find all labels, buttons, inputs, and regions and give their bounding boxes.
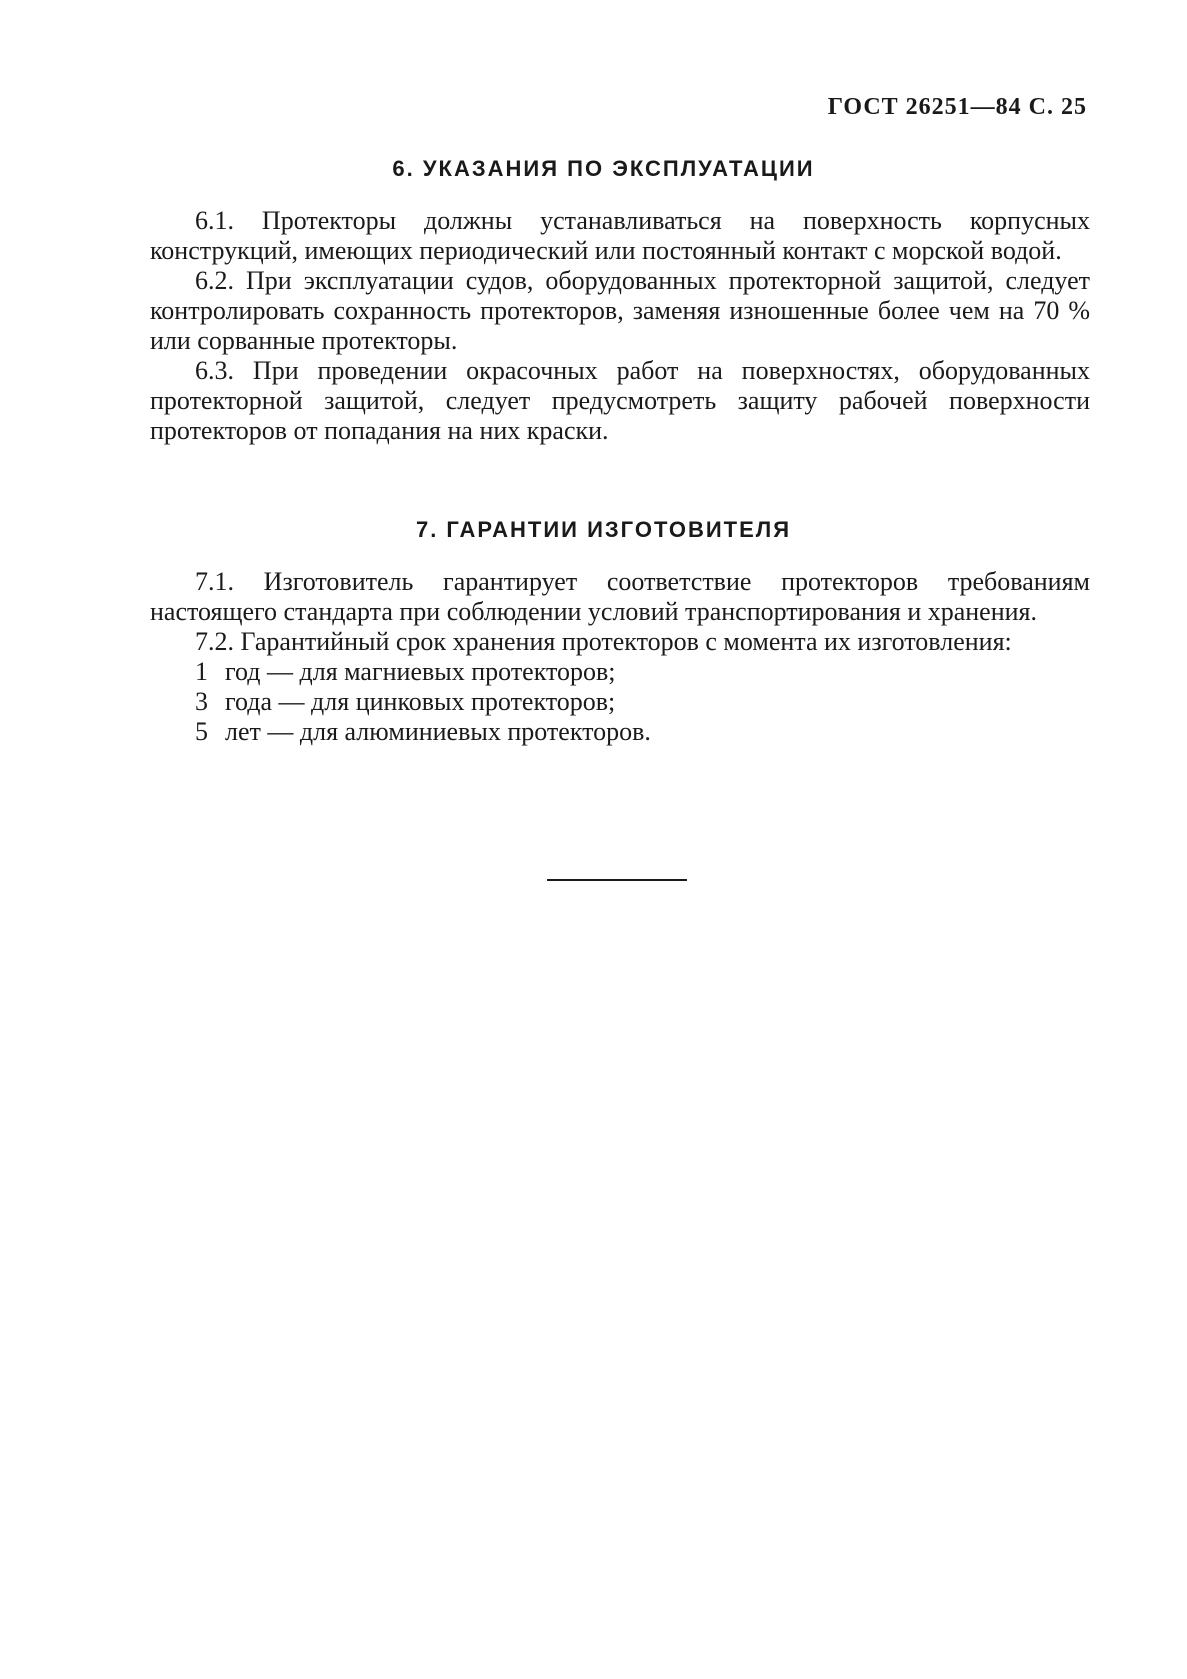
paragraph-7-2: 7.2. Гарантийный срок хранения протекторов с момента их изготовления:	[195, 627, 1012, 656]
paragraph-6-3: 6.3. При проведении окрасочных работ на поверхностях, оборудованных протекторной защитой, следует предусмотреть защиту рабочей поверхности протекторов от попадания на них краски.	[150, 356, 1090, 445]
term-number: 1	[195, 657, 208, 686]
term-number: 3	[195, 687, 208, 716]
list-item	[150, 717, 1090, 747]
section-7-body	[150, 567, 1090, 747]
paragraph-7-1: 7.1. Изготовитель гарантирует соответствие протекторов требованиям настоящего стандарта при соблюдении условий транспортирования и хранения.	[150, 567, 1090, 626]
term-text: года — для цинковых протекторов;	[225, 687, 616, 716]
storage-terms-list	[150, 657, 1090, 747]
list-item	[150, 687, 1090, 717]
paragraph-6-2: 6.2. При эксплуатации судов, оборудованных протекторной защитой, следует контролировать сохранность протекторов, заменяя изношенные более чем на 70 % или сорванные протекторы.	[150, 266, 1090, 355]
term-text: лет — для алюминиевых протекторов.	[225, 717, 651, 746]
paragraph-6-1: 6.1. Протекторы должны устанавливаться на поверхность корпусных конструкций, имеющих периодический или постоянный контакт с морской водой.	[150, 206, 1090, 265]
term-text: год — для магниевых протекторов;	[225, 657, 616, 686]
section-6-body	[150, 206, 1090, 446]
page-header: ГОСТ 26251—84 С. 25	[827, 94, 1087, 120]
list-item	[150, 657, 1090, 687]
section-7-title: 7. ГАРАНТИИ ИЗГОТОВИТЕЛЯ	[415, 517, 792, 542]
term-number: 5	[195, 717, 208, 746]
end-divider	[547, 879, 687, 881]
section-6-title: 6. УКАЗАНИЯ ПО ЭКСПЛУАТАЦИИ	[392, 156, 815, 181]
